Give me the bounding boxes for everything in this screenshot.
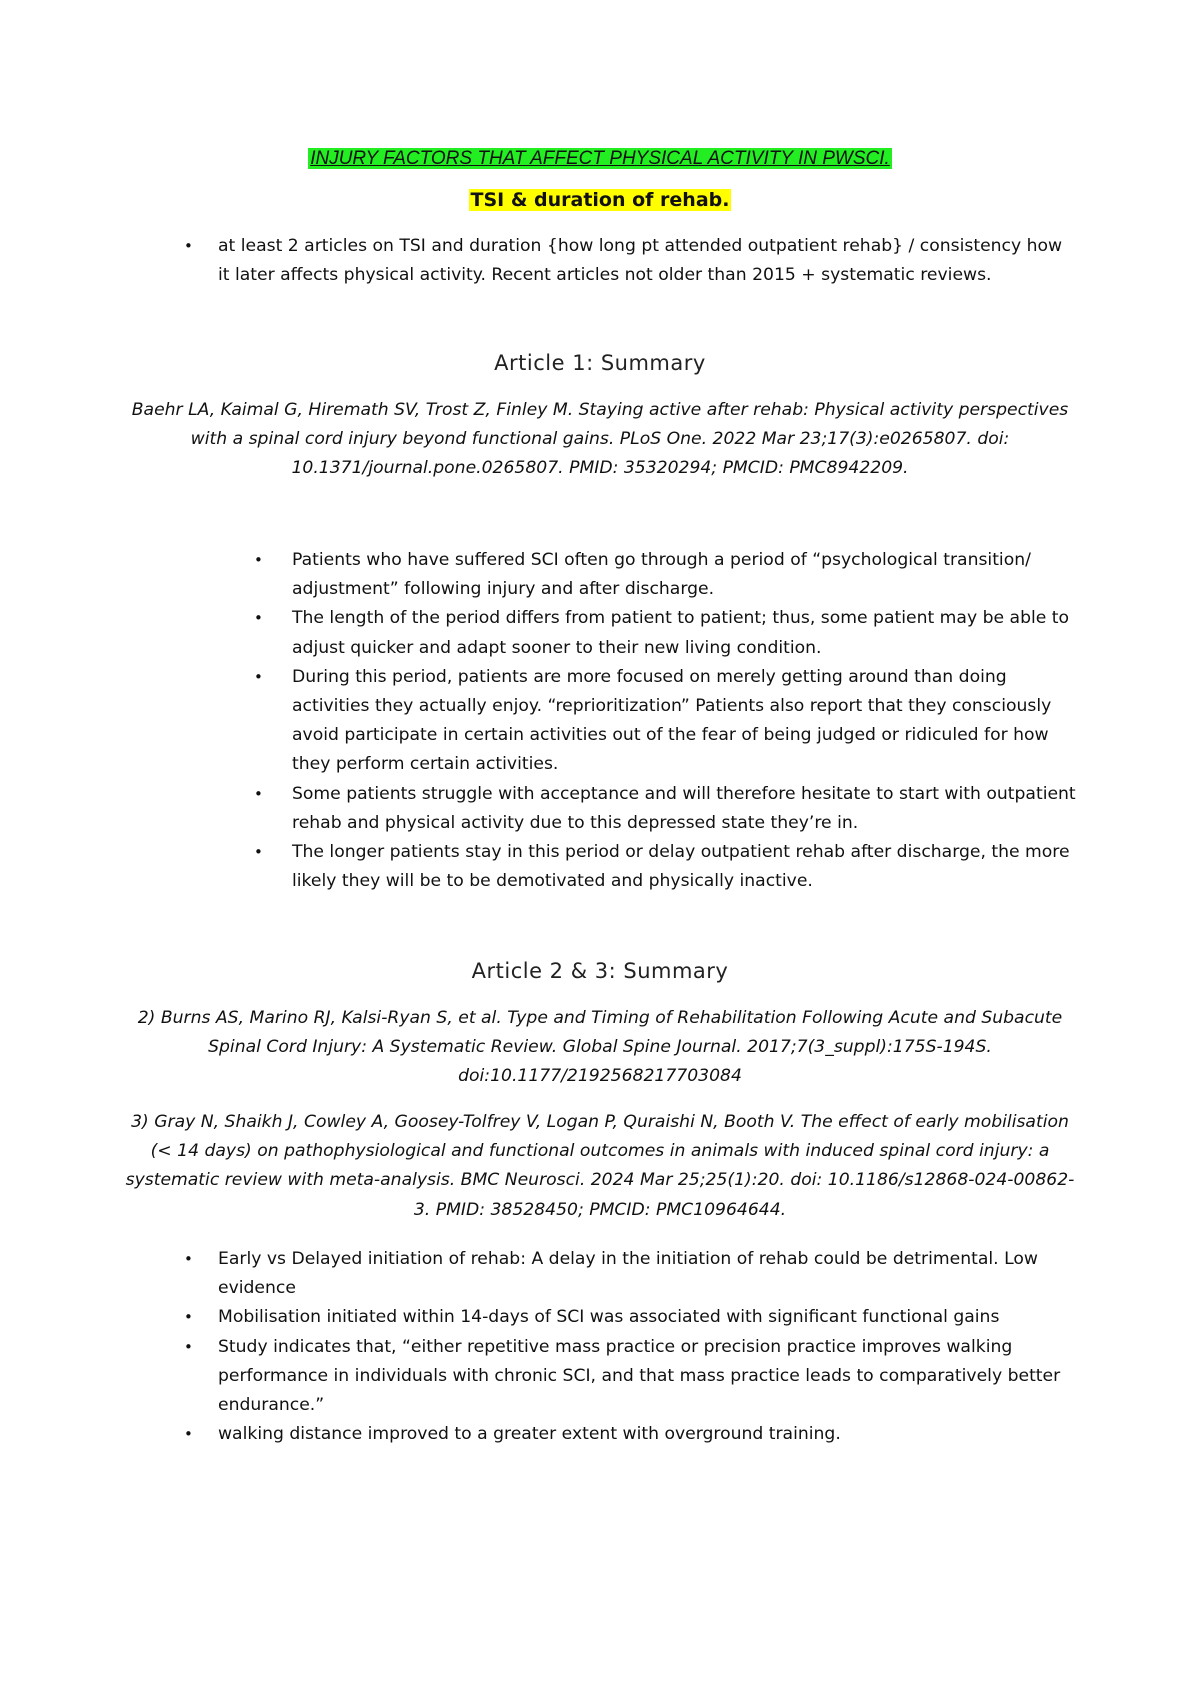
list-item	[254, 663, 1082, 780]
bullet-icon: •	[254, 551, 263, 569]
list-item-text: The length of the period differs from patient to patient; thus, some patient may be able to adjust quicker and adapt sooner to their new living condition.	[292, 608, 1070, 658]
bullet-icon: •	[254, 784, 263, 803]
article1-bullet-list	[254, 546, 1082, 896]
bullet-icon: •	[184, 237, 193, 255]
bullet-icon: •	[254, 609, 263, 628]
document-subtitle-text: TSI & duration of rehab.	[470, 189, 730, 211]
list-item-text: Mobilisation initiated within 14-days of SCI was associated with significant functional gains	[218, 1307, 1000, 1328]
article23-bullet-list	[184, 1245, 1088, 1449]
list-item	[254, 780, 1082, 838]
list-item-text: walking distance improved to a greater extent with overground training.	[218, 1424, 841, 1445]
article2-citation: 2) Burns AS, Marino RJ, Kalsi-Ryan S, et al. Type and Timing of Rehabilitation Following Acute and Subacute Spinal Cord Injury: A Systematic Review. Global Spine Journal. 2017;7(3_suppl):175S-194S. doi:10.1177/2192568217703084	[137, 1008, 1063, 1087]
document-title-text: INJURY FACTORS THAT AFFECT PHYSICAL ACTIVITY IN PWSCI.	[310, 148, 890, 169]
document-subtitle	[0, 188, 1200, 212]
bullet-icon: •	[184, 1425, 193, 1444]
list-item	[184, 1245, 1088, 1303]
list-item	[254, 604, 1082, 662]
list-item-text: During this period, patients are more focused on merely getting around than doing activities they actually enjoy. “reprioritization” Patients also report that they consciously avoid participate in certain activities out of the fear of being judged or ridiculed for how they perform certain activities.	[292, 666, 1052, 775]
list-item-text: Early vs Delayed initiation of rehab: A delay in the initiation of rehab could be detrimental. Low evidence	[218, 1249, 1038, 1299]
article1-citation: Baehr LA, Kaimal G, Hiremath SV, Trost Z, Finley M. Staying active after rehab: Physical activity perspectives with a spinal cord injury beyond functional gains. PLoS One. 2022 Mar 23;17(3):e0265807. doi: 10.1371/journal.pone.0265807. PMID: 35320294; PMCID: PMC8942209.	[131, 400, 1069, 479]
list-item-text: Patients who have suffered SCI often go through a period of “psychological transition/ adjustment” following injury and after discharge.	[292, 550, 1031, 600]
list-item-text: Some patients struggle with acceptance and will therefore hesitate to start with outpatient rehab and physical activity due to this depressed state they’re in.	[292, 783, 1076, 833]
article3-citation: 3) Gray N, Shaikh J, Cowley A, Goosey-Tolfrey V, Logan P, Quraishi N, Booth V. The effect of early mobilisation (< 14 days) on pathophysiological and functional outcomes in animals with induced spinal cord injury: a systematic review with meta-analysis. BMC Neurosci. 2024 Mar 25;25(1):20. doi: 10.1186/s12868-024-00862-3. PMID: 38528450; PMCID: PMC10964644.	[125, 1112, 1075, 1220]
intro-bullet-list	[184, 232, 1068, 290]
list-item-text: at least 2 articles on TSI and duration {how long pt attended outpatient rehab} / consistency how it later affects physical activity. Recent articles not older than 2015 + systematic reviews.	[218, 236, 1063, 286]
list-item	[254, 838, 1082, 896]
list-item	[184, 1420, 1088, 1449]
list-item	[184, 1333, 1088, 1421]
bullet-icon: •	[184, 1308, 193, 1327]
list-item-text: The longer patients stay in this period or delay outpatient rehab after discharge, the more likely they will be to be demotivated and physically inactive.	[292, 842, 1070, 892]
bullet-icon: •	[254, 667, 263, 686]
bullet-icon: •	[254, 843, 263, 862]
article23-heading: Article 2 & 3: Summary	[471, 959, 729, 983]
bullet-icon: •	[184, 1337, 193, 1356]
article1-heading: Article 1: Summary	[494, 351, 706, 375]
list-item	[184, 232, 1068, 290]
document-title	[0, 147, 1200, 171]
bullet-icon: •	[184, 1250, 193, 1268]
list-item-text: Study indicates that, “either repetitive mass practice or precision practice improves walking performance in individuals with chronic SCI, and that mass practice leads to comparatively better endurance.”	[218, 1336, 1061, 1416]
list-item	[184, 1303, 1088, 1332]
list-item	[254, 546, 1082, 604]
